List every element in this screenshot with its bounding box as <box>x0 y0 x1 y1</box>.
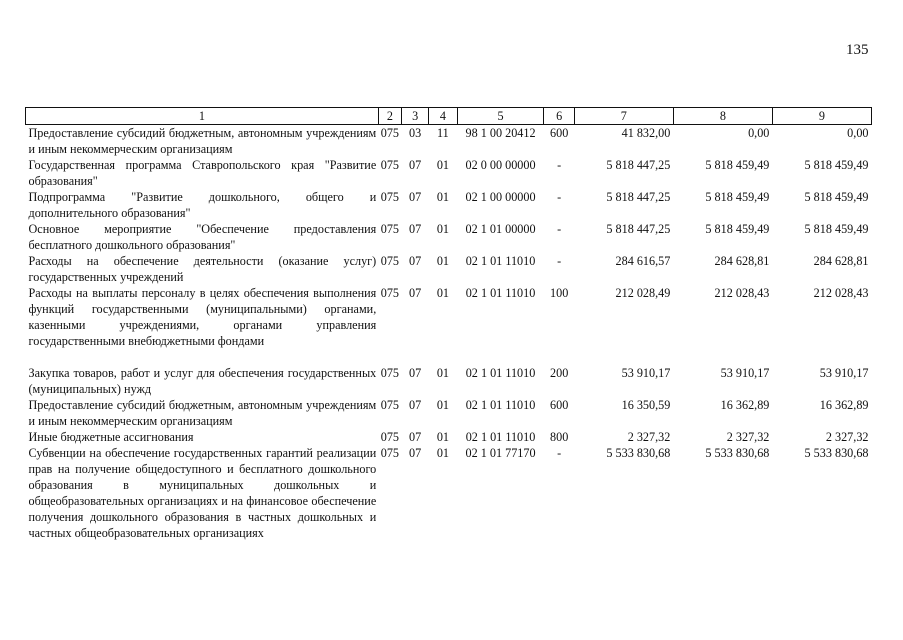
cell-c8: 5 533 830,68 <box>705 446 770 460</box>
cell-c7: 16 350,59 <box>621 398 671 412</box>
row-description: Предоставление субсидий бюджетным, автономным учреждениям и иным некоммерческим организациям <box>28 126 377 156</box>
cell-c2: 075 <box>380 158 399 172</box>
header-col-8: 8 <box>673 108 772 125</box>
cell-c2: 075 <box>380 398 399 412</box>
cell-c7: 2 327,32 <box>627 430 671 444</box>
table-row <box>26 445 872 541</box>
table-row <box>26 125 872 158</box>
spacer-cell <box>26 349 872 365</box>
cell-c6: - <box>557 446 562 460</box>
cell-c8: 5 818 459,49 <box>705 158 770 172</box>
cell-c9: 284 628,81 <box>813 254 869 268</box>
cell-c5: 02 1 01 77170 <box>465 446 536 460</box>
cell-c3: 07 <box>409 254 422 268</box>
cell-c3: 07 <box>409 190 422 204</box>
cell-c5: 02 1 01 11010 <box>465 286 536 300</box>
cell-c6: 800 <box>550 430 569 444</box>
cell-c7: 53 910,17 <box>621 366 671 380</box>
table-row <box>26 253 872 285</box>
table-row <box>26 365 872 397</box>
cell-c2: 075 <box>380 222 399 236</box>
table-row <box>26 397 872 429</box>
header-col-2: 2 <box>378 108 401 125</box>
cell-c4: 01 <box>436 190 449 204</box>
cell-c2: 075 <box>380 430 399 444</box>
header-col-7: 7 <box>574 108 673 125</box>
cell-c9: 5 533 830,68 <box>804 446 869 460</box>
cell-c8: 0,00 <box>748 126 770 140</box>
cell-c2: 075 <box>380 366 399 380</box>
cell-c4: 01 <box>436 430 449 444</box>
cell-c8: 53 910,17 <box>720 366 770 380</box>
cell-c5: 02 1 01 11010 <box>465 254 536 268</box>
cell-c6: 600 <box>550 398 569 412</box>
cell-c2: 075 <box>380 254 399 268</box>
cell-c6: - <box>557 158 562 172</box>
table-row <box>26 285 872 349</box>
cell-c4: 01 <box>436 446 449 460</box>
cell-c7: 212 028,49 <box>615 286 671 300</box>
cell-c5: 02 1 01 11010 <box>465 398 536 412</box>
cell-c9: 16 362,89 <box>819 398 869 412</box>
cell-c5: 02 1 01 11010 <box>465 430 536 444</box>
cell-c5: 02 1 01 11010 <box>465 366 536 380</box>
cell-c6: - <box>557 190 562 204</box>
cell-c4: 01 <box>436 286 449 300</box>
cell-c8: 284 628,81 <box>714 254 770 268</box>
cell-c3: 07 <box>409 446 422 460</box>
table-row <box>26 429 872 445</box>
cell-c5: 02 1 01 00000 <box>465 222 536 236</box>
cell-c4: 01 <box>436 222 449 236</box>
cell-c8: 5 818 459,49 <box>705 190 770 204</box>
row-description: Государственная программа Ставропольского края "Развитие образования" <box>28 158 377 188</box>
cell-c7: 284 616,57 <box>615 254 671 268</box>
cell-c3: 07 <box>409 158 422 172</box>
row-description: Подпрограмма "Развитие дошкольного, общего и дополнительного образования" <box>28 190 377 220</box>
cell-c6: 600 <box>550 126 569 140</box>
cell-c7: 5 533 830,68 <box>606 446 671 460</box>
cell-c5: 02 0 00 00000 <box>465 158 536 172</box>
row-description: Основное мероприятие "Обеспечение предоставления бесплатного дошкольного образования" <box>28 222 377 252</box>
cell-c6: - <box>557 222 562 236</box>
cell-c9: 5 818 459,49 <box>804 158 869 172</box>
table-row <box>26 189 872 221</box>
row-description: Субвенции на обеспечение государственных гарантий реализации прав на получение общедоступного и бесплатного дошкольного образования в муниципальных дошкольных и общеобразовательных организациях и на финансовое обеспечение получения дошкольного образования в частных дошкольных и частных общеобразовательных организациях <box>28 446 377 540</box>
row-description: Расходы на обеспечение деятельности (оказание услуг) государственных учреждений <box>28 254 377 284</box>
header-col-1: 1 <box>26 108 379 125</box>
row-description: Предоставление субсидий бюджетным, автономным учреждениям и иным некоммерческим организациям <box>28 398 377 428</box>
header-col-6: 6 <box>544 108 574 125</box>
cell-c9: 212 028,43 <box>813 286 869 300</box>
cell-c4: 11 <box>437 126 449 140</box>
cell-c3: 03 <box>409 126 422 140</box>
budget-table <box>25 107 872 541</box>
table-row <box>26 221 872 253</box>
cell-c4: 01 <box>436 158 449 172</box>
cell-c6: - <box>557 254 562 268</box>
cell-c2: 075 <box>380 286 399 300</box>
cell-c9: 0,00 <box>847 126 869 140</box>
cell-c9: 2 327,32 <box>825 430 869 444</box>
cell-c7: 5 818 447,25 <box>606 190 671 204</box>
spacer-row <box>26 349 872 365</box>
header-row <box>26 108 872 125</box>
row-description: Закупка товаров, работ и услуг для обеспечения государственных (муниципальных) нужд <box>28 366 377 396</box>
cell-c6: 100 <box>550 286 569 300</box>
cell-c8: 2 327,32 <box>726 430 770 444</box>
row-description: Расходы на выплаты персоналу в целях обеспечения выполнения функций государственными (муниципальными) органами, казенными учреждениями, органами управления государственными внебюджетными фондами <box>28 286 377 348</box>
cell-c8: 16 362,89 <box>720 398 770 412</box>
cell-c2: 075 <box>380 190 399 204</box>
cell-c7: 5 818 447,25 <box>606 158 671 172</box>
row-description: Иные бюджетные ассигнования <box>28 430 194 444</box>
cell-c3: 07 <box>409 366 422 380</box>
cell-c8: 5 818 459,49 <box>705 222 770 236</box>
cell-c4: 01 <box>436 254 449 268</box>
table-row <box>26 157 872 189</box>
header-col-9: 9 <box>772 108 871 125</box>
cell-c3: 07 <box>409 398 422 412</box>
cell-c7: 5 818 447,25 <box>606 222 671 236</box>
cell-c3: 07 <box>409 430 422 444</box>
cell-c4: 01 <box>436 366 449 380</box>
cell-c4: 01 <box>436 398 449 412</box>
cell-c7: 41 832,00 <box>621 126 671 140</box>
cell-c2: 075 <box>380 446 399 460</box>
cell-c9: 5 818 459,49 <box>804 222 869 236</box>
header-col-5: 5 <box>457 108 544 125</box>
header-col-3: 3 <box>401 108 428 125</box>
page-number: 135 <box>846 42 869 58</box>
cell-c5: 02 1 00 00000 <box>465 190 536 204</box>
cell-c5: 98 1 00 20412 <box>465 126 536 140</box>
cell-c9: 53 910,17 <box>819 366 869 380</box>
header-col-4: 4 <box>429 108 457 125</box>
cell-c3: 07 <box>409 222 422 236</box>
cell-c8: 212 028,43 <box>714 286 770 300</box>
cell-c9: 5 818 459,49 <box>804 190 869 204</box>
cell-c3: 07 <box>409 286 422 300</box>
cell-c6: 200 <box>550 366 569 380</box>
cell-c2: 075 <box>380 126 399 140</box>
